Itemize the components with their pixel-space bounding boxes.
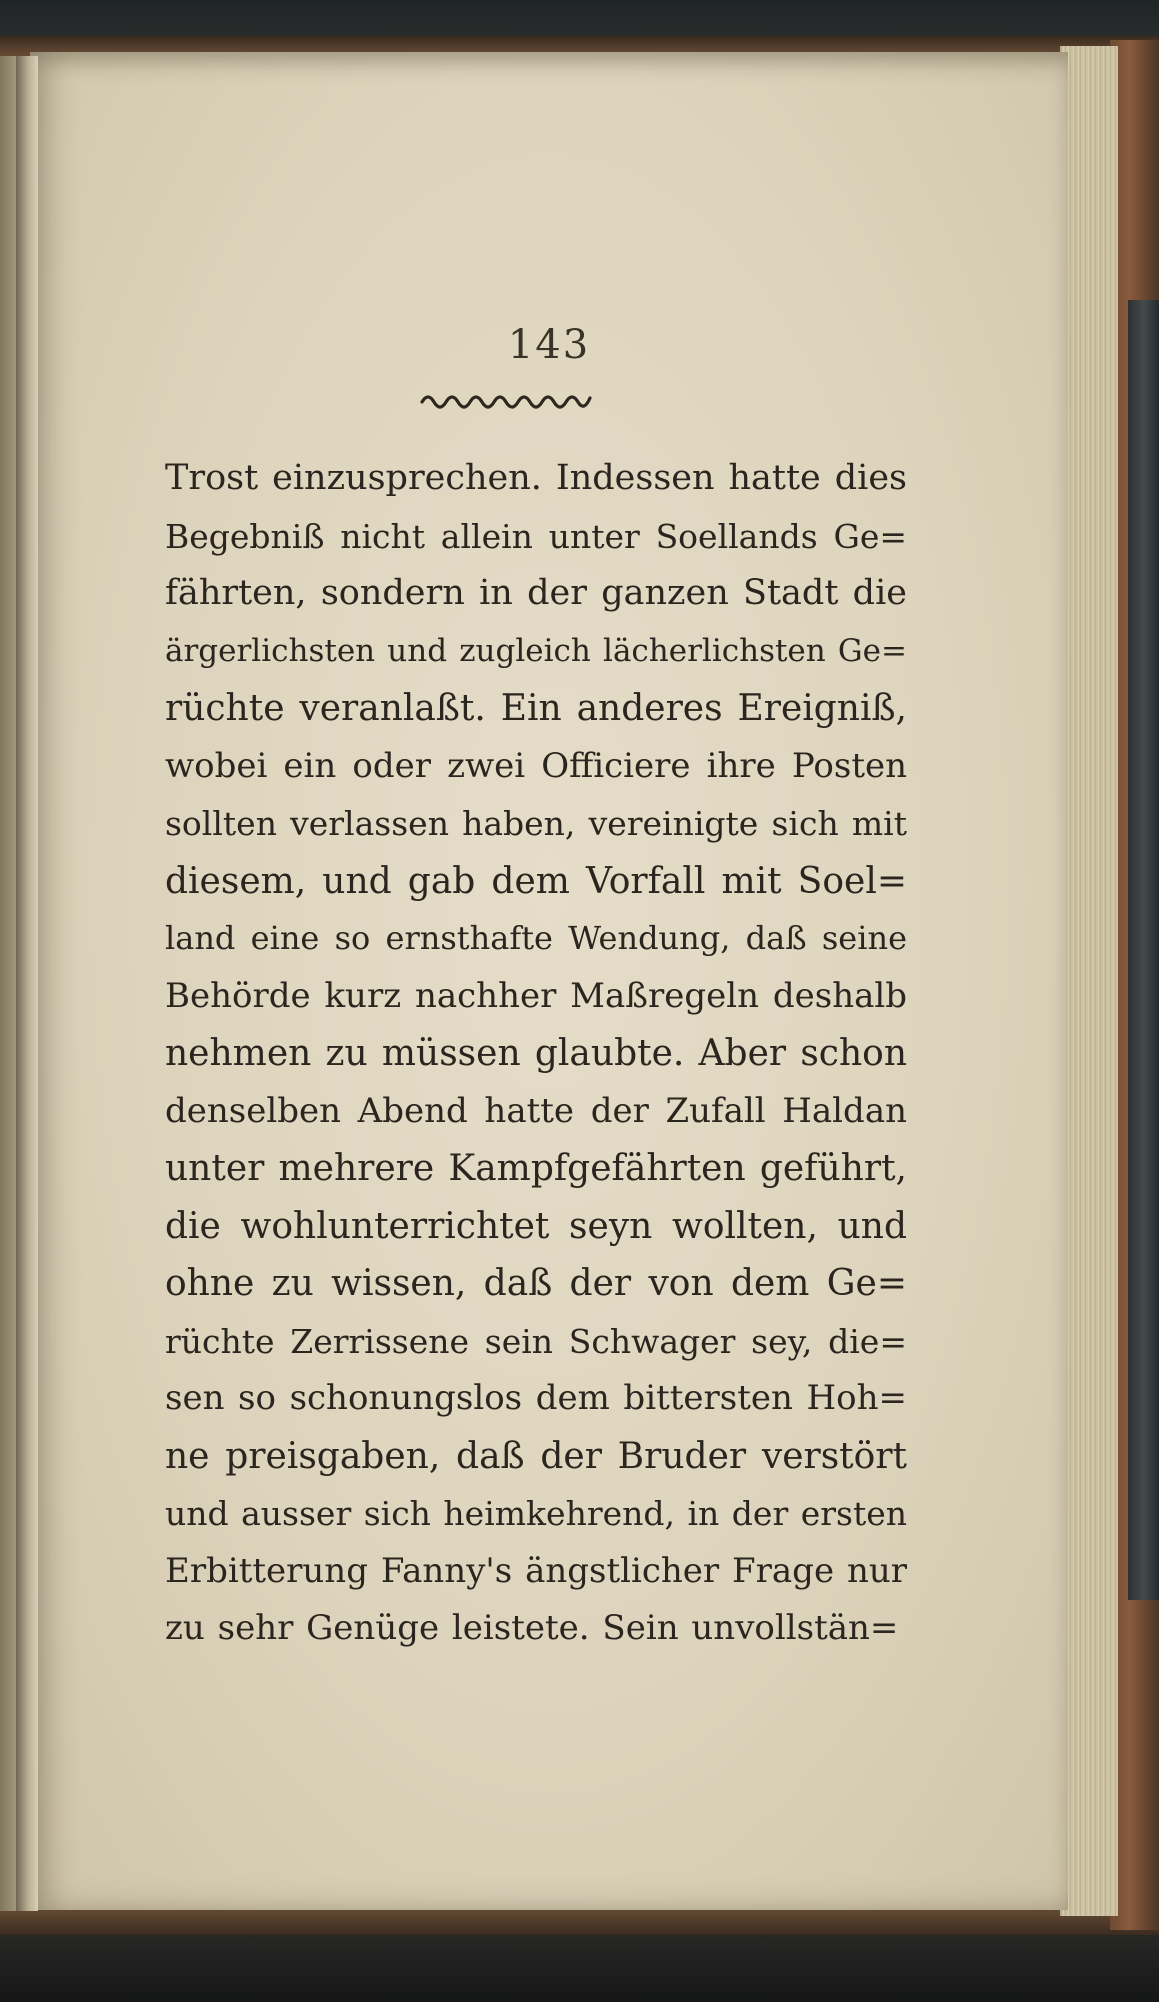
- text-line: Erbitterung Fanny's ängstlicher Frage nur: [165, 1550, 907, 1591]
- text-line: fährten, sondern in der ganzen Stadt die: [165, 573, 907, 613]
- text-line: ne preisgaben, daß der Bruder verstört: [165, 1435, 907, 1477]
- text-line: Trost einzusprechen. Indessen hatte dies: [165, 458, 907, 498]
- text-line: unter mehrere Kampfgefährten geführt,: [165, 1148, 907, 1189]
- text-line: diesem, und gab dem Vorfall mit Soel=: [165, 860, 907, 902]
- page-number: 143: [507, 322, 591, 368]
- text-line: land eine so ernsthafte Wendung, daß seine: [165, 919, 907, 957]
- text-line: sen so schonungslos dem bittersten Hoh=: [165, 1378, 907, 1418]
- text-line: rüchte Zerrissene sein Schwager sey, die=: [165, 1321, 907, 1361]
- book-gutter: [16, 56, 38, 1911]
- book-cover-cloth: [1128, 300, 1159, 1600]
- text-line: Begebniß nicht allein unter Soellands Ge=: [165, 516, 907, 556]
- text-line: nehmen zu müssen glaubte. Aber schon: [165, 1033, 907, 1074]
- text-line: und ausser sich heimkehrend, in der ersten: [165, 1494, 907, 1533]
- wavy-rule-icon: [420, 388, 592, 410]
- text-line: ärgerlichsten und zugleich lächerlichsten Ge=: [165, 632, 907, 669]
- backdrop-bottom: [0, 1925, 1159, 2002]
- text-line: rüchte veranlaßt. Ein anderes Ereigniß,: [165, 688, 907, 729]
- book-page: [30, 52, 1068, 1910]
- text-line: zu sehr Genüge leistete. Sein unvollstän=: [165, 1608, 899, 1648]
- text-line: ohne zu wissen, daß der von dem Ge=: [165, 1263, 907, 1304]
- text-line: die wohlunterrichtet seyn wollten, und: [165, 1205, 907, 1247]
- body-text: [165, 450, 907, 1658]
- text-line: Behörde kurz nachher Maßregeln deshalb: [165, 975, 907, 1016]
- text-line: wobei ein oder zwei Officiere ihre Posten: [165, 745, 907, 786]
- text-line: denselben Abend hatte der Zufall Haldan: [165, 1090, 907, 1131]
- page-fore-edge: [1060, 46, 1118, 1916]
- text-line: sollten verlassen haben, vereinigte sich mit: [165, 804, 907, 843]
